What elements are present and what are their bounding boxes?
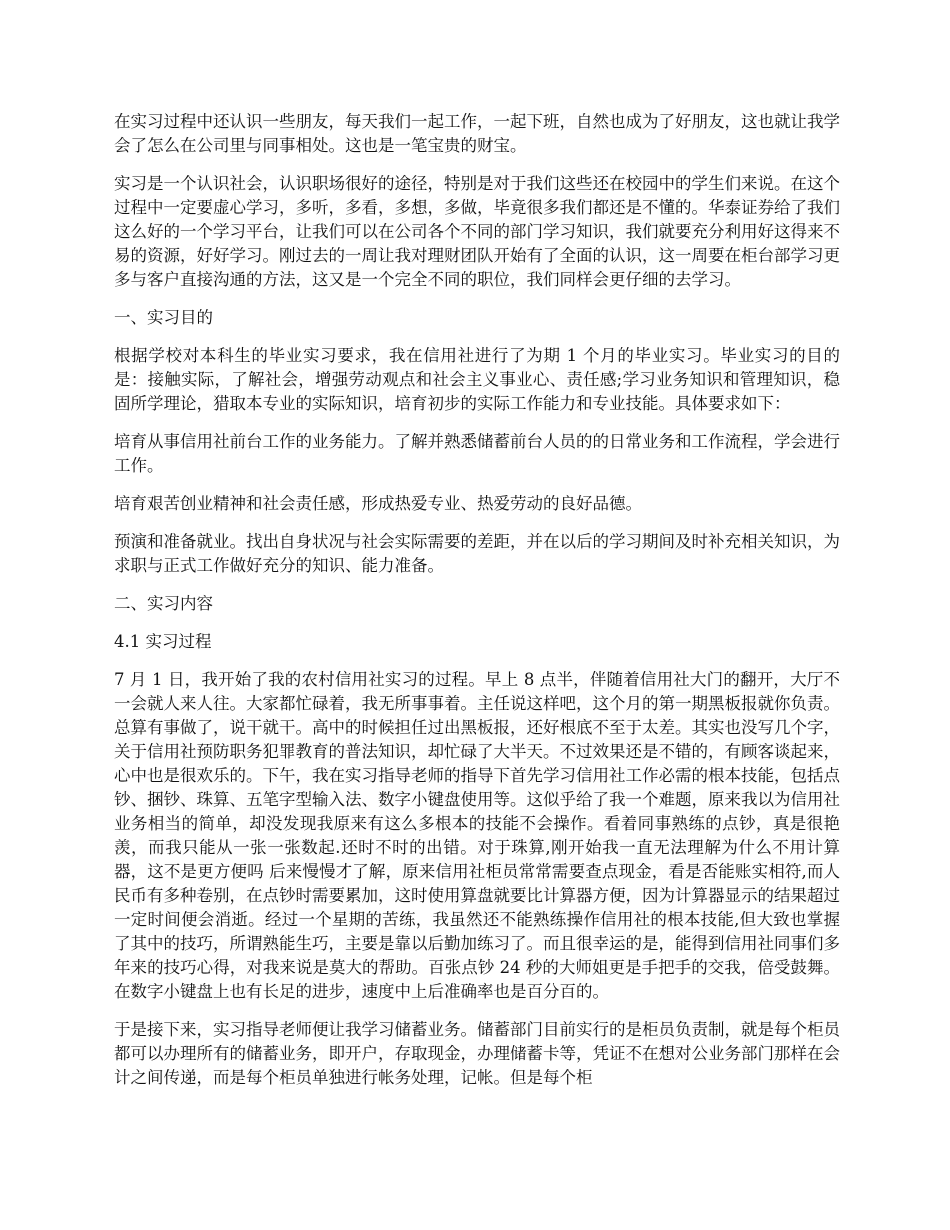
subsection-heading-process: 4.1 实习过程 (114, 632, 212, 651)
section-heading-purpose: 一、实习目的 (114, 308, 213, 327)
paragraph-internship-meaning: 实习是一个认识社会，认识职场很好的途径，特别是对于我们这些还在校园中的学生们来说。在这个过程中一定要虚心学习，多听，多看，多想，多做，毕竟很多我们都还是不懂的。华泰证券给了我们这么好的一个学习平台，让我们可以在公司各个不同的部门学习知识，我们就要充分利用好这得来不易的资源，好好学习。刚过去的一周让我对理财团队开始有了全面的认识，这一周要在柜台部学习更多与客户直接沟通的方法，这又是一个完全不同的职位，我们同样会更仔细的去学习。 (114, 174, 840, 289)
paragraph-friends: 在实习过程中还认识一些朋友，每天我们一起工作，一起下班，自然也成为了好朋友，这也就让我学会了怎么在公司里与同事相处。这也是一笔宝贵的财宝。 (114, 112, 840, 155)
paragraph-requirement-2: 培育艰苦创业精神和社会责任感，形成热爱专业、热爱劳动的良好品德。 (114, 494, 642, 513)
paragraph-savings-business: 于是接下来，实习指导老师便让我学习储蓄业务。储蓄部门目前实行的是柜员负责制，就是每个柜员都可以办理所有的储蓄业务，即开户，存取现金，办理储蓄卡等，凭证不在想对公业务部门那样在会计之间传递，而是每个柜员单独进行帐务处理，记帐。但是每个柜 (114, 1020, 840, 1087)
paragraph-process-july: 7 月 1 日，我开始了我的农村信用社实习的过程。早上 8 点半，伴随着信用社大门的翻开，大厅不一会就人来人往。大家都忙碌着，我无所事事着。主任说这样吧，这个月的第一期黑板报就你负责。总算有事做了，说干就干。高中的时候担任过出黑板报，还好根底不至于太差。其实也没写几个字，关于信用社预防职务犯罪教育的普法知识，却忙碌了大半天。不过效果还是不错的，有顾客谈起来，心中也是很欢乐的。下午，我在实习指导老师的指导下首先学习信用社工作必需的根本技能，包括点钞、捆钞、珠算、五笔字型输入法、数字小键盘使用等。这似乎给了我一个难题，原来我以为信用社业务相当的简单，却没发现我原来有这么多根本的技能不会操作。看着同事熟练的点钞，真是很艳羡，而我只能从一张一张数起.还时不时的出错。对于珠算,刚开始我一直无法理解为什么不用计算器，这不是更方便吗 后来慢慢才了解，原来信用社柜员常常需要查点现金，看是否能账实相符,而人民币有多种卷别，在点钞时需要累加，这时使用算盘就要比计算器方便，因为计算器显示的结果超过一定时间便会消逝。经过一个星期的苦练，我虽然还不能熟练操作信用社的根本技能,但大致也掌握了其中的技巧，所谓熟能生巧，主要是靠以后勤加练习了。而且很幸运的是，能得到信用社同事们多年来的技巧心得，对我来说是莫大的帮助。百张点钞 24 秒的大师姐更是手把手的交我，倍受鼓舞。在数字小键盘上也有长足的进步，速度中上后准确率也是百分百的。 (114, 670, 840, 1001)
paragraph-purpose: 根据学校对本科生的毕业实习要求，我在信用社进行了为期 1 个月的毕业实习。毕业实习的目的是：接触实际，了解社会，增强劳动观点和社会主义事业心、责任感;学习业务知识和管理知识，稳固所学理论，猎取本专业的实际知识，培育初步的实际工作能力和专业技能。具体要求如下： (114, 346, 840, 413)
paragraph-requirement-3: 预演和准备就业。找出自身状况与社会实际需要的差距，并在以后的学习期间及时补充相关知识，为求职与正式工作做好充分的知识、能力准备。 (114, 532, 840, 575)
paragraph-requirement-1: 培育从事信用社前台工作的业务能力。了解并熟悉储蓄前台人员的的日常业务和工作流程，学会进行工作。 (114, 432, 840, 475)
document-page (114, 110, 840, 1104)
section-heading-content: 二、实习内容 (114, 594, 213, 613)
